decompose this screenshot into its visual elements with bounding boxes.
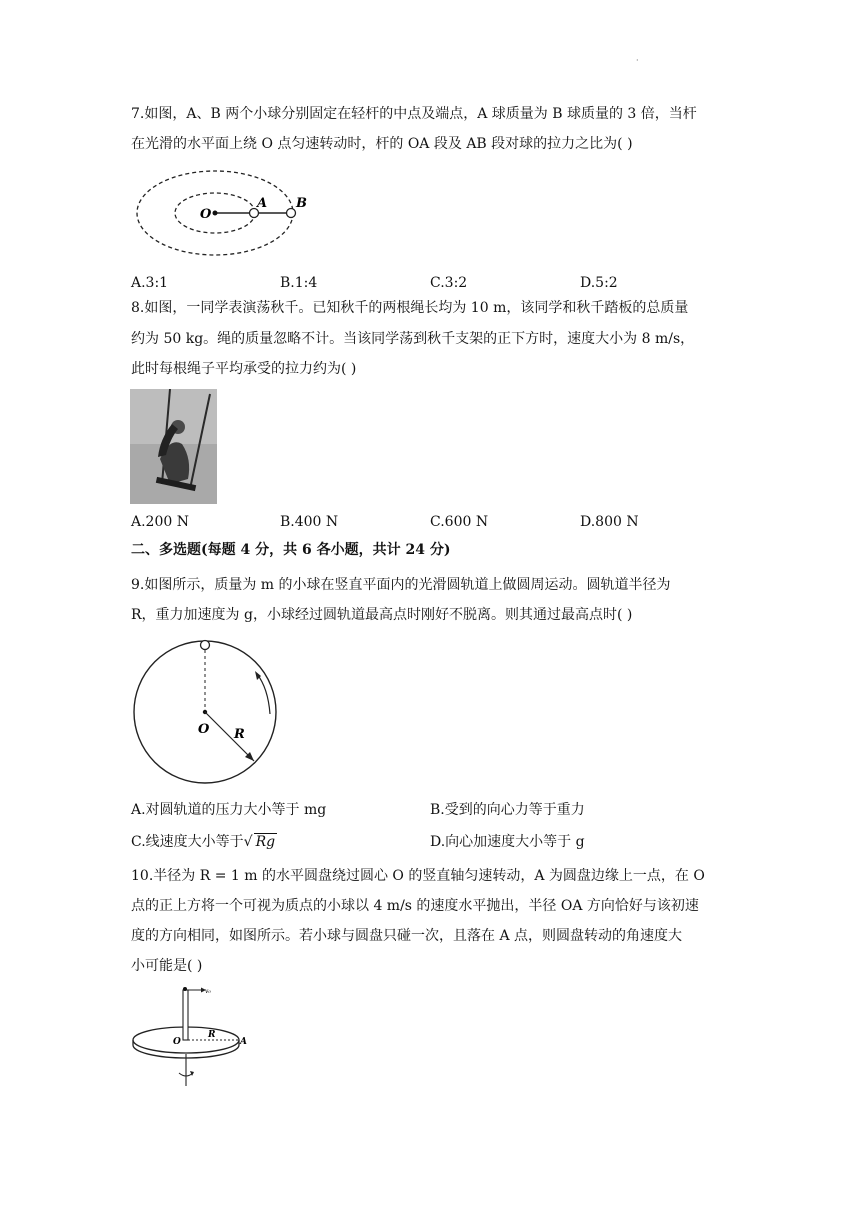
section-title: 二、多选题(每题 4 分，共 6 各小题，共计 24 分) [131,542,451,558]
q8-option-a: A.200 N [131,514,189,530]
q9-option-c-radicand: Rg [255,834,276,850]
q9-option-d: D.向心加速度大小等于 g [430,834,585,850]
q9-option-c-text: C.线速度大小等于 [131,834,244,850]
q7-option-b: B.1:4 [280,275,318,291]
label-o: O [173,1037,181,1047]
pivot-o [213,211,218,216]
q7-option-d: D.5:2 [580,275,618,291]
label-o: O [200,207,212,222]
label-a: A [240,1037,247,1047]
ball-top [201,641,210,650]
label-v0: v₀ [205,988,211,995]
ball [183,987,187,991]
q9-circular-track-figure [130,632,285,790]
q7-option-a: A.3:1 [131,275,169,291]
q7-text-line-1: 7.如图，A、B 两个小球分别固定在轻杆的中点及端点，A 球质量为 B 球质量的 3 倍，当杆 [131,106,697,122]
q8-option-c: C.600 N [430,514,489,530]
page-mark: · [636,56,639,65]
vertical-pole [183,990,188,1040]
q10-text-line-1: 10.半径为 R = 1 m 的水平圆盘绕过圆心 O 的竖直轴匀速转动，A 为圆盘边缘上一点，在 O [131,868,705,884]
q9-text-line-2: R，重力加速度为 g，小球经过圆轨道最高点时刚好不脱离。则其通过最高点时( ) [131,607,633,623]
q9-option-b: B.受到的向心力等于重力 [430,802,585,818]
q7-rod-orbit-figure [130,165,310,265]
q9-text-line-1: 9.如图所示，质量为 m 的小球在竖直平面内的光滑圆轨道上做圆周运动。圆轨道半径为 [131,577,671,593]
ball-b [287,209,296,218]
radius-line [205,712,254,761]
q9-option-a: A.对圆轨道的压力大小等于 mg [131,802,327,818]
label-r: R [234,727,245,742]
q8-text-line-2: 约为 50 kg。绳的质量忽略不计。当该同学荡到秋千支架的正下方时，速度大小为 8 m/s， [131,331,695,347]
q8-swing-photo [130,389,217,504]
label-r: R [208,1030,216,1040]
q8-text-line-1: 8.如图，一同学表演荡秋千。已知秋千的两根绳长均为 10 m，该同学和秋千踏板的总质量 [131,300,689,316]
q8-text-line-3: 此时每根绳子平均承受的拉力约为( ) [131,361,357,377]
q10-rotating-disk-figure [130,982,260,1092]
q10-text-line-4: 小可能是( ) [131,958,203,974]
q7-text-line-2: 在光滑的水平面上绕 O 点匀速转动时，杆的 OA 段及 AB 段对球的拉力之比为( ) [131,136,633,152]
q8-option-d: D.800 N [580,514,639,530]
q7-option-c: C.3:2 [430,275,468,291]
q9-option-c: C.线速度大小等于√ Rg [131,834,276,850]
label-a: A [257,196,268,211]
label-b: B [296,196,307,211]
q10-text-line-2: 点的正上方将一个可视为质点的小球以 4 m/s 的速度水平抛出，半径 OA 方向恰好与该初速 [131,898,699,914]
q8-option-b: B.400 N [280,514,339,530]
q10-text-line-3: 度的方向相同，如图所示。若小球与圆盘只碰一次，且落在 A 点，则圆盘转动的角速度大 [131,928,683,944]
label-o: O [198,722,210,737]
